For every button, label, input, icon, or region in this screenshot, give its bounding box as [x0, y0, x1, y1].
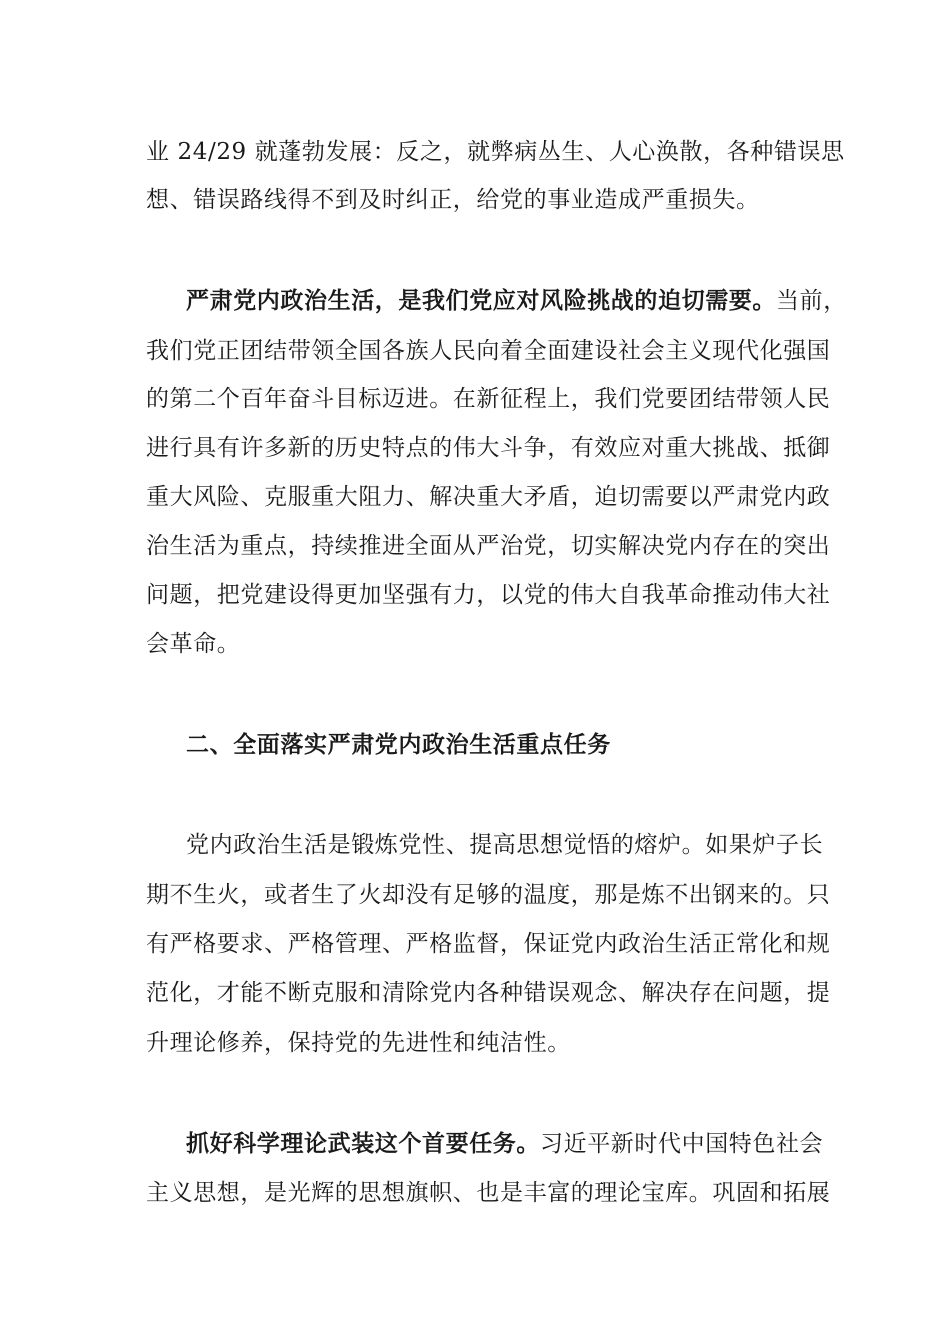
paragraph-2-line-6: 治生活为重点，持续推进全面从严治党，切实解决党内存在的突出 — [146, 533, 831, 559]
paragraph-1-line-2: 想、错误路线得不到及时纠正，给党的事业造成严重损失。 — [146, 187, 760, 213]
paragraph-2-line-8: 会革命。 — [146, 631, 241, 657]
paragraph-1-line-1: 业 24/29 就蓬勃发展：反之，就弊病丛生、人心涣散，各种错误思 — [146, 139, 845, 165]
paragraph-4-line-1 — [186, 1129, 826, 1159]
paragraph-4-line-2: 主义思想，是光辉的思想旗帜、也是丰富的理论宝库。巩固和拓展 — [146, 1180, 831, 1206]
paragraph-2-line-2: 我们党正团结带领全国各族人民向着全面建设社会主义现代化强国 — [146, 338, 831, 364]
paragraph-4-lead-rest: 习近平新时代中国特色社会 — [540, 1131, 824, 1157]
paragraph-3-line-1: 党内政治生活是锻炼党性、提高思想觉悟的熔炉。如果炉子长 — [186, 832, 824, 858]
paragraph-3-line-2: 期不生火，或者生了火却没有足够的温度，那是炼不出钢来的。只 — [146, 882, 831, 908]
paragraph-3-line-3: 有严格要求、严格管理、严格监督，保证党内政治生活正常化和规 — [146, 931, 831, 957]
paragraph-2-line-1 — [186, 286, 847, 316]
paragraph-3-line-5: 升理论修养，保持党的先进性和纯洁性。 — [146, 1030, 571, 1056]
paragraph-2-line-3: 的第二个百年奋斗目标迈进。在新征程上，我们党要团结带领人民 — [146, 386, 831, 412]
paragraph-2-line-5: 重大风险、克服重大阻力、解决重大矛盾，迫切需要以严肃党内政 — [146, 484, 831, 510]
section-heading: 二、全面落实严肃党内政治生活重点任务 — [186, 731, 611, 758]
paragraph-2-line-7: 问题，把党建设得更加坚强有力，以党的伟大自我革命推动伟大社 — [146, 582, 831, 608]
paragraph-4-lead-bold: 抓好科学理论武装这个首要任务。 — [186, 1130, 540, 1157]
paragraph-3-line-4: 范化，才能不断克服和清除党内各种错误观念、解决存在问题，提 — [146, 980, 831, 1006]
paragraph-2-lead-rest: 当前， — [776, 288, 847, 314]
paragraph-2-line-4: 进行具有许多新的历史特点的伟大斗争，有效应对重大挑战、抵御 — [146, 435, 831, 461]
paragraph-2-lead-bold: 严肃党内政治生活，是我们党应对风险挑战的迫切需要。 — [186, 287, 776, 314]
